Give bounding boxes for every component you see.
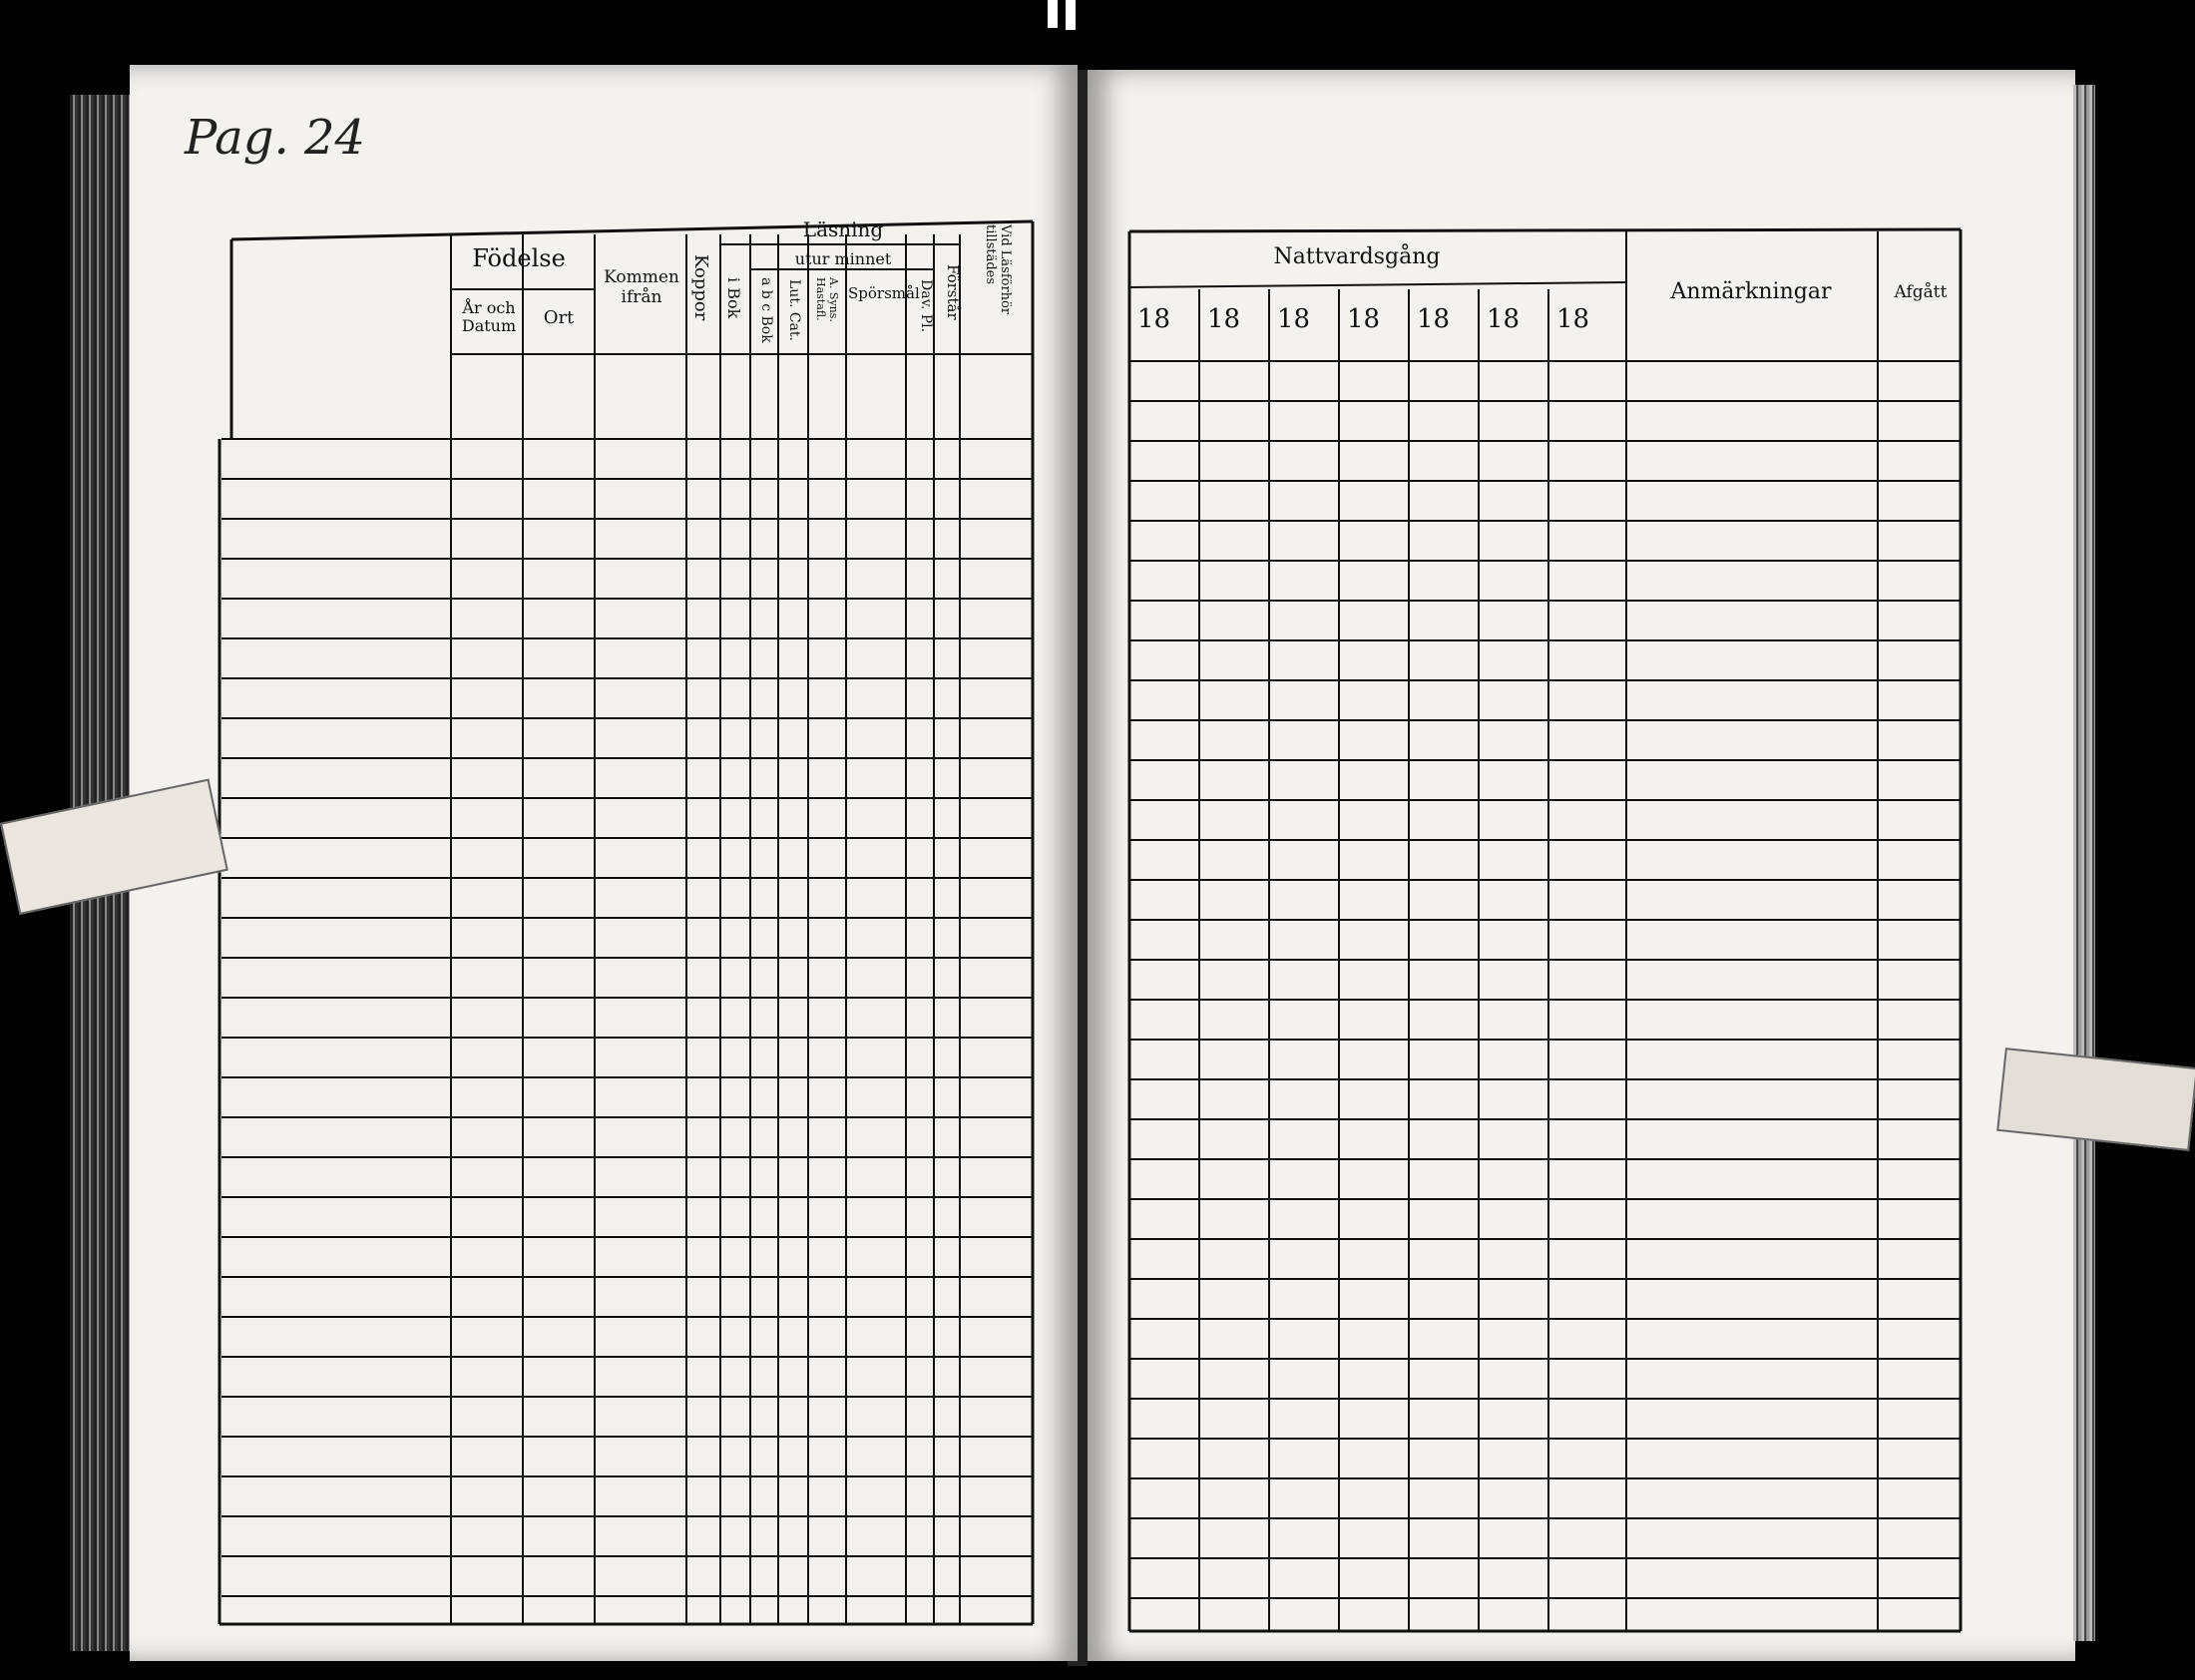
header-sporsmal: Spörsmål xyxy=(848,284,920,302)
header-fodelse: Födelse xyxy=(472,244,566,272)
header-vid-lasforhor: Vid Läsförhör tillstädes xyxy=(983,224,1013,315)
header-forstar: Förstår xyxy=(944,264,962,320)
year-prefix-label: 18 xyxy=(1556,304,1590,334)
header-kommen-ifran: Kommen ifrån xyxy=(604,267,679,307)
header-nattvardsgang: Nattvardsgång xyxy=(1273,244,1441,269)
header-koppor: Koppor xyxy=(690,254,711,321)
year-prefix-label: 18 xyxy=(1487,304,1521,334)
header-dav-pl: Dav. Pl. xyxy=(918,279,934,333)
page-number: Pag. 24 xyxy=(185,110,366,166)
year-prefix-label: 18 xyxy=(1417,304,1451,334)
header-ar-och-datum: År och Datum xyxy=(461,298,517,335)
header-utur-minnet: utur minnet xyxy=(794,249,892,268)
header-afgatt: Afgått xyxy=(1894,282,1948,302)
year-prefix-label: 18 xyxy=(1277,304,1311,334)
year-prefix-label: 18 xyxy=(1137,304,1171,334)
header-subline xyxy=(1129,282,1626,287)
header-a-b-c-bok: a b c Bok xyxy=(758,277,774,343)
header-a-syns-hastafl: A. Syns. Hastafl. xyxy=(814,277,840,322)
header-i-bok: i Bok xyxy=(724,277,743,319)
header-lut-cat: Lut. Cat. xyxy=(786,279,802,341)
year-prefix-label: 18 xyxy=(1207,304,1241,334)
header-ort: Ort xyxy=(543,307,575,328)
year-prefix-label: 18 xyxy=(1347,304,1381,334)
header-lasning: Läsning xyxy=(802,217,884,241)
header-anmarkningar: Anmärkningar xyxy=(1670,279,1832,304)
table-top-border xyxy=(1129,229,1961,231)
